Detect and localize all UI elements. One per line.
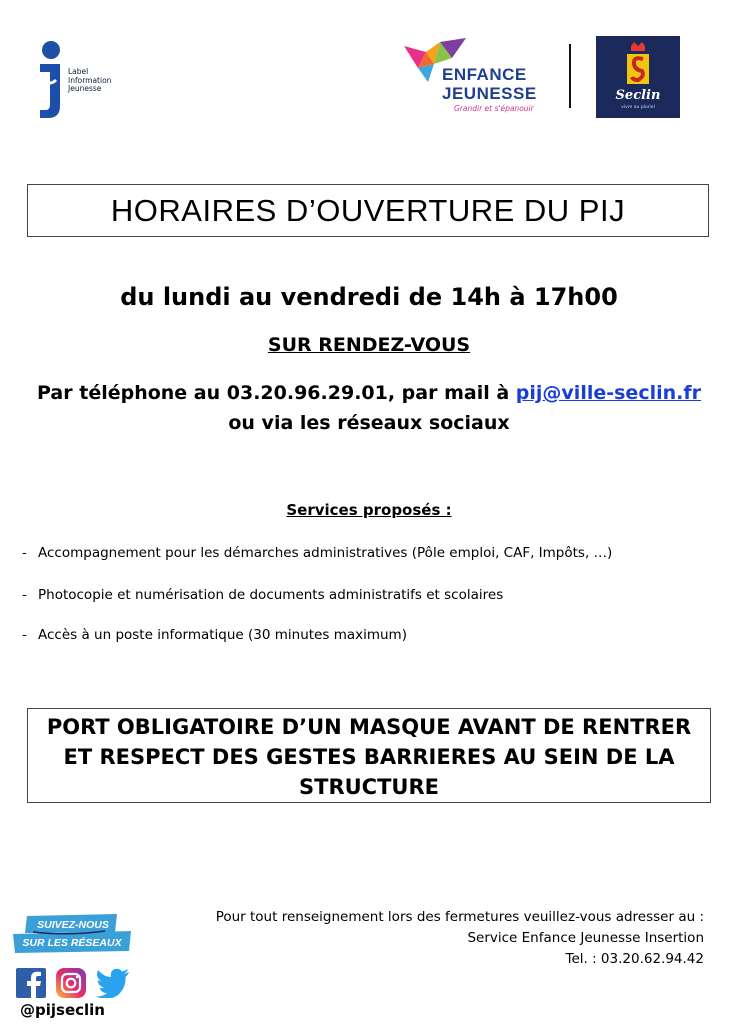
list-dash: - bbox=[22, 627, 27, 643]
contact-intro: Pour tout renseignement lors des fermetures veuillez-vous adresser au : bbox=[215, 909, 704, 925]
warning-line: STRUCTURE bbox=[299, 775, 439, 799]
appointment-notice: SUR RENDEZ-VOUS bbox=[267, 334, 471, 356]
contact-service: Service Enfance Jeunesse Insertion bbox=[467, 930, 704, 946]
list-dash: - bbox=[22, 587, 27, 603]
social-line: ou via les réseaux sociaux bbox=[228, 412, 510, 434]
mask-warning bbox=[27, 708, 711, 803]
email-link[interactable]: pij@ville-seclin.fr bbox=[515, 382, 701, 404]
list-item: - Photocopie et numérisation de documents administratifs et scolaires bbox=[22, 587, 504, 603]
seclin-crest-icon bbox=[623, 42, 653, 86]
follow-line2: SUR LES RÉSEAUX bbox=[22, 937, 122, 949]
closure-contact-info bbox=[216, 907, 704, 970]
contact-line bbox=[0, 382, 738, 404]
warning-line: PORT OBLIGATOIRE D’UN MASQUE AVANT DE RENTRER bbox=[46, 715, 692, 739]
seclin-name: Seclin bbox=[615, 88, 661, 103]
page-title: HORAIRES D’OUVERTURE DU PIJ bbox=[27, 184, 709, 237]
social-handle[interactable]: @pijseclin bbox=[20, 1001, 105, 1019]
twitter-icon[interactable] bbox=[96, 968, 130, 998]
seclin-tagline: vivre au pluriel bbox=[621, 105, 655, 110]
social-icons bbox=[16, 966, 130, 1000]
follow-line1: SUIVEZ-NOUS bbox=[37, 919, 109, 931]
opening-days: du lundi au vendredi de 14h à 17h00 bbox=[120, 283, 618, 311]
instagram-icon[interactable] bbox=[56, 968, 86, 998]
follow-us-badge bbox=[13, 914, 133, 954]
pij-label-text: Label Information Jeunesse bbox=[68, 67, 112, 93]
warning-line: ET RESPECT DES GESTES BARRIERES AU SEIN DE LA bbox=[63, 745, 675, 769]
logo-divider bbox=[569, 44, 571, 108]
ej-title-line2: JEUNESSE bbox=[442, 84, 537, 103]
follow-badge-graphic bbox=[13, 914, 133, 954]
list-item: - Accompagnement pour les démarches administratives (Pôle emploi, CAF, Impôts, …) bbox=[22, 545, 613, 561]
pij-label-logo bbox=[36, 40, 126, 120]
contact-phone: Tel. : 03.20.62.94.42 bbox=[565, 951, 704, 967]
ej-title-line1: ENFANCE bbox=[442, 65, 527, 84]
seclin-logo bbox=[596, 36, 680, 118]
contact-prefix: Par téléphone au 03.20.96.29.01, par mail à bbox=[37, 382, 516, 404]
facebook-icon[interactable] bbox=[16, 968, 46, 998]
pij-j-icon bbox=[36, 40, 68, 120]
list-item: - Accès à un poste informatique (30 minutes maximum) bbox=[22, 627, 407, 643]
enfance-jeunesse-logo bbox=[404, 38, 549, 118]
ej-tagline: Grandir et s'épanouir bbox=[454, 104, 534, 113]
list-dash: - bbox=[22, 545, 27, 561]
services-title: Services proposés : bbox=[286, 501, 452, 519]
